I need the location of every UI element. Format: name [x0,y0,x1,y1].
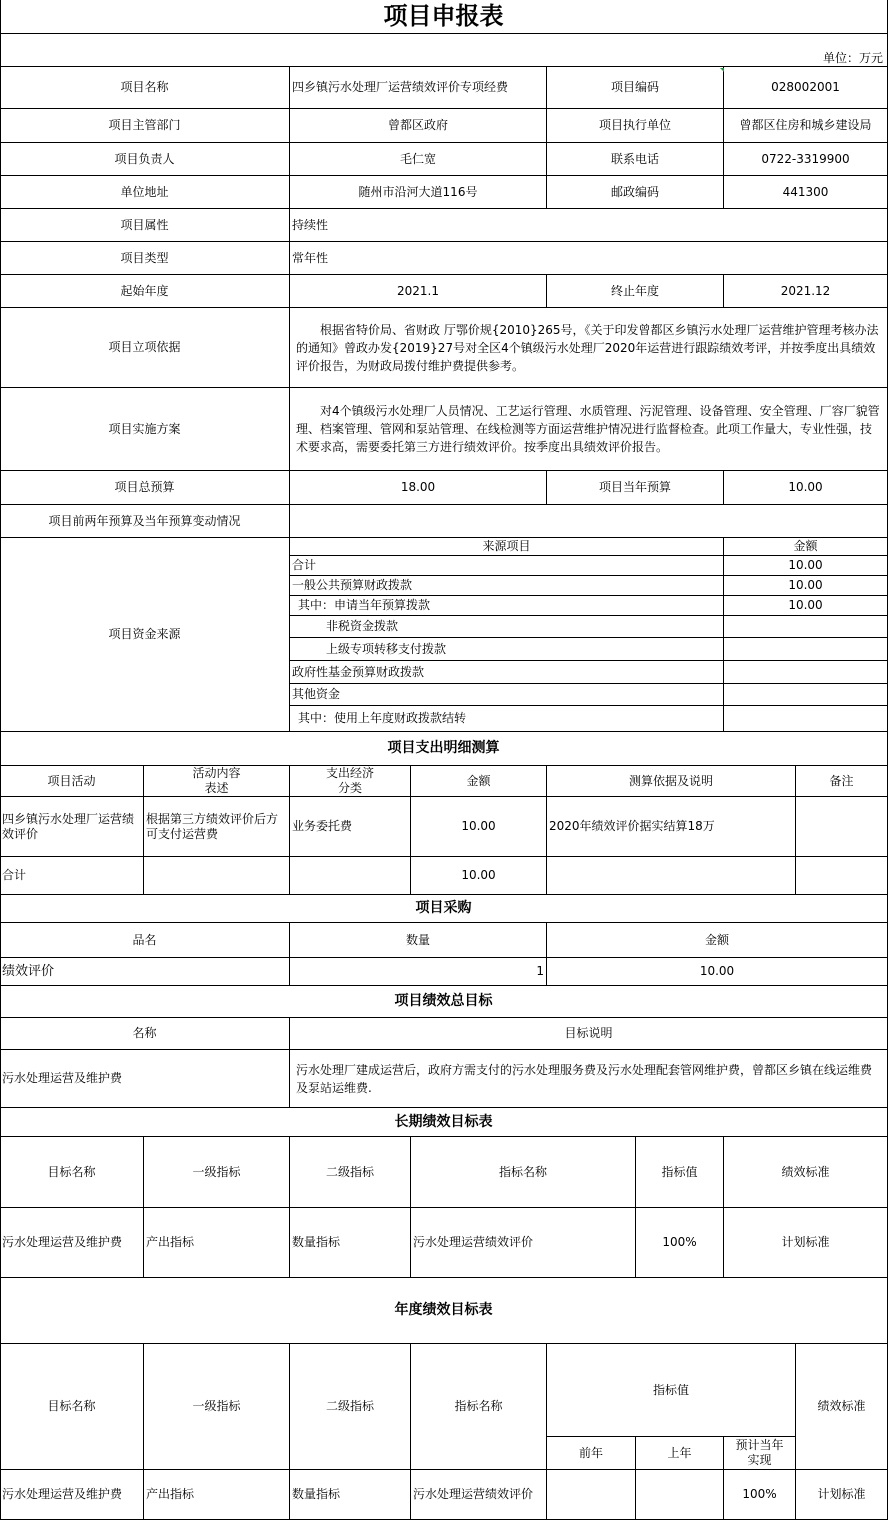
project-code-label: 项目编码 [547,67,724,109]
funding-row-amount [724,661,888,684]
funding-col-amount: 金额 [724,538,888,556]
project-owner-value: 毛仁宽 [290,143,547,176]
expense-header: 备注 [796,766,888,797]
project-code-value: 028002001 [724,67,888,109]
long-term-header: 二级指标 [290,1137,411,1208]
unit-label: 单位：万元 [0,34,888,67]
expense-basis: 2020年绩效评价据实结算18万 [547,797,796,857]
start-year-value: 2021.1 [290,275,547,308]
annual-section-title: 年度绩效目标表 [0,1278,888,1344]
expense-section-title: 项目支出明细测算 [0,732,888,766]
project-type-label: 项目类型 [0,242,290,275]
purchase-section-title: 项目采购 [0,895,888,923]
funding-row-amount [724,616,888,638]
long-term-header: 绩效标准 [724,1137,888,1208]
long-term-header: 指标名称 [411,1137,636,1208]
year-budget-label: 项目当年预算 [547,471,724,505]
project-attribute-label: 项目属性 [0,209,290,242]
expense-amount: 10.00 [411,797,547,857]
long-term-cell: 污水处理运营绩效评价 [411,1208,636,1278]
funding-row-name: 其中：使用上年度财政拨款结转 [290,706,724,732]
funding-row-name: 上级专项转移支付拨款 [290,638,724,661]
funding-row-name: 其他资金 [290,684,724,706]
start-year-label: 起始年度 [0,275,290,308]
expense-total-blank [290,857,411,895]
expense-activity: 四乡镇污水处理厂运营绩效评价 [0,797,144,857]
unit-address-value: 随州市沿河大道116号 [290,176,547,209]
year-budget-value: 10.00 [724,471,888,505]
plan-label: 项目实施方案 [0,388,290,471]
comment-marker-icon [720,68,724,72]
funding-row-amount: 10.00 [724,556,888,576]
annual-subheader: 前年 [547,1437,636,1470]
supervising-dept-label: 项目主管部门 [0,109,290,143]
expense-header: 项目活动 [0,766,144,797]
annual-header: 一级指标 [144,1344,290,1470]
long-term-header: 指标值 [636,1137,724,1208]
annual-header-value: 指标值 [547,1344,796,1437]
annual-subheader: 预计当年 实现 [724,1437,796,1470]
annual-cell [636,1470,724,1520]
goal-header-desc: 目标说明 [290,1018,888,1050]
project-name-value: 四乡镇污水处理厂运营绩效评价专项经费 [290,67,547,109]
annual-cell: 产出指标 [144,1470,290,1520]
annual-cell: 100% [724,1470,796,1520]
funding-row-name: 政府性基金预算财政拨款 [290,661,724,684]
project-type-value: 常年性 [290,242,888,275]
funding-row-name: 一般公共预算财政拨款 [290,576,724,596]
expense-total-amount: 10.00 [411,857,547,895]
expense-total-blank [796,857,888,895]
expense-header: 活动内容 表述 [144,766,290,797]
expense-header: 支出经济 分类 [290,766,411,797]
funding-row-amount: 10.00 [724,576,888,596]
annual-cell: 数量指标 [290,1470,411,1520]
supervising-dept-value: 曾都区政府 [290,109,547,143]
long-term-header: 目标名称 [0,1137,144,1208]
goal-header-name: 名称 [0,1018,290,1050]
annual-cell: 计划标准 [796,1470,888,1520]
purchase-item-qty: 1 [290,958,547,986]
purchase-item-name: 绩效评价 [0,958,290,986]
annual-subheader: 上年 [636,1437,724,1470]
executing-unit-label: 项目执行单位 [547,109,724,143]
long-term-cell: 数量指标 [290,1208,411,1278]
funding-row-name: 非税资金拨款 [290,616,724,638]
long-term-cell: 计划标准 [724,1208,888,1278]
total-budget-label: 项目总预算 [0,471,290,505]
annual-cell: 污水处理运营绩效评价 [411,1470,547,1520]
annual-header: 目标名称 [0,1344,144,1470]
annual-header-standard: 绩效标准 [796,1344,888,1470]
annual-cell [547,1470,636,1520]
purchase-item-amount: 10.00 [547,958,888,986]
unit-address-label: 单位地址 [0,176,290,209]
expense-total-label: 合计 [0,857,144,895]
contact-phone-value: 0722-3319900 [724,143,888,176]
expense-header: 测算依据及说明 [547,766,796,797]
project-attribute-value: 持续性 [290,209,888,242]
funding-source-label: 项目资金来源 [0,538,290,732]
long-term-cell: 100% [636,1208,724,1278]
funding-row-name: 合计 [290,556,724,576]
funding-row-amount [724,638,888,661]
budget-change-label: 项目前两年预算及当年预算变动情况 [0,505,290,538]
annual-header: 二级指标 [290,1344,411,1470]
project-name-label: 项目名称 [0,67,290,109]
total-budget-value: 18.00 [290,471,547,505]
expense-note [796,797,888,857]
contact-phone-label: 联系电话 [547,143,724,176]
funding-row-amount [724,684,888,706]
funding-row-name: 其中：申请当年预算拨款 [290,596,724,616]
budget-change-value [290,505,888,538]
annual-cell: 污水处理运营及维护费 [0,1470,144,1520]
goal-section-title: 项目绩效总目标 [0,986,888,1018]
expense-total-blank [144,857,290,895]
end-year-value: 2021.12 [724,275,888,308]
goal-name: 污水处理运营及维护费 [0,1050,290,1108]
purchase-header-amount: 金额 [547,923,888,958]
project-owner-label: 项目负责人 [0,143,290,176]
expense-total-blank [547,857,796,895]
sheet-title: 项目申报表 [0,0,888,34]
expense-category: 业务委托费 [290,797,411,857]
annual-header: 指标名称 [411,1344,547,1470]
funding-row-amount [724,706,888,732]
goal-desc: 污水处理厂建成运营后，政府方需支付的污水处理服务费及污水处理配套管网维护费，曾都区乡镇在线运维费及泵站运维费. [290,1050,888,1108]
expense-content: 根据第三方绩效评价后方可支付运营费 [144,797,290,857]
basis-label: 项目立项依据 [0,308,290,388]
expense-header: 金额 [411,766,547,797]
postal-code-value: 441300 [724,176,888,209]
plan-text: 对4个镇级污水处理厂人员情况、工艺运行管理、水质管理、污泥管理、设备管理、安全管理、厂容厂貌管理、档案管理、管网和泵站管理、在线检测等方面运营维护情况进行监督检查。此项工作量大，专业性强，技术要求高，需要委托第三方进行绩效评价。按季度出具绩效评价报告。 [290,388,888,471]
long-term-cell: 污水处理运营及维护费 [0,1208,144,1278]
long-term-header: 一级指标 [144,1137,290,1208]
funding-row-amount: 10.00 [724,596,888,616]
purchase-header-name: 品名 [0,923,290,958]
long-term-cell: 产出指标 [144,1208,290,1278]
end-year-label: 终止年度 [547,275,724,308]
executing-unit-value: 曾都区住房和城乡建设局 [724,109,888,143]
postal-code-label: 邮政编码 [547,176,724,209]
purchase-header-qty: 数量 [290,923,547,958]
long-term-section-title: 长期绩效目标表 [0,1108,888,1137]
basis-text: 根据省特价局、省财政 厅鄂价规{2010}265号，《关于印发曾都区乡镇污水处理厂运营维护管理考核办法的通知》曾政办发{2019}27号对全区4个镇级污水处理厂2020年运营进行跟踪绩效考评，并按季度出具绩效评价报告，为财政局拨付维护费提供参考。 [290,308,888,388]
funding-col-source: 来源项目 [290,538,724,556]
